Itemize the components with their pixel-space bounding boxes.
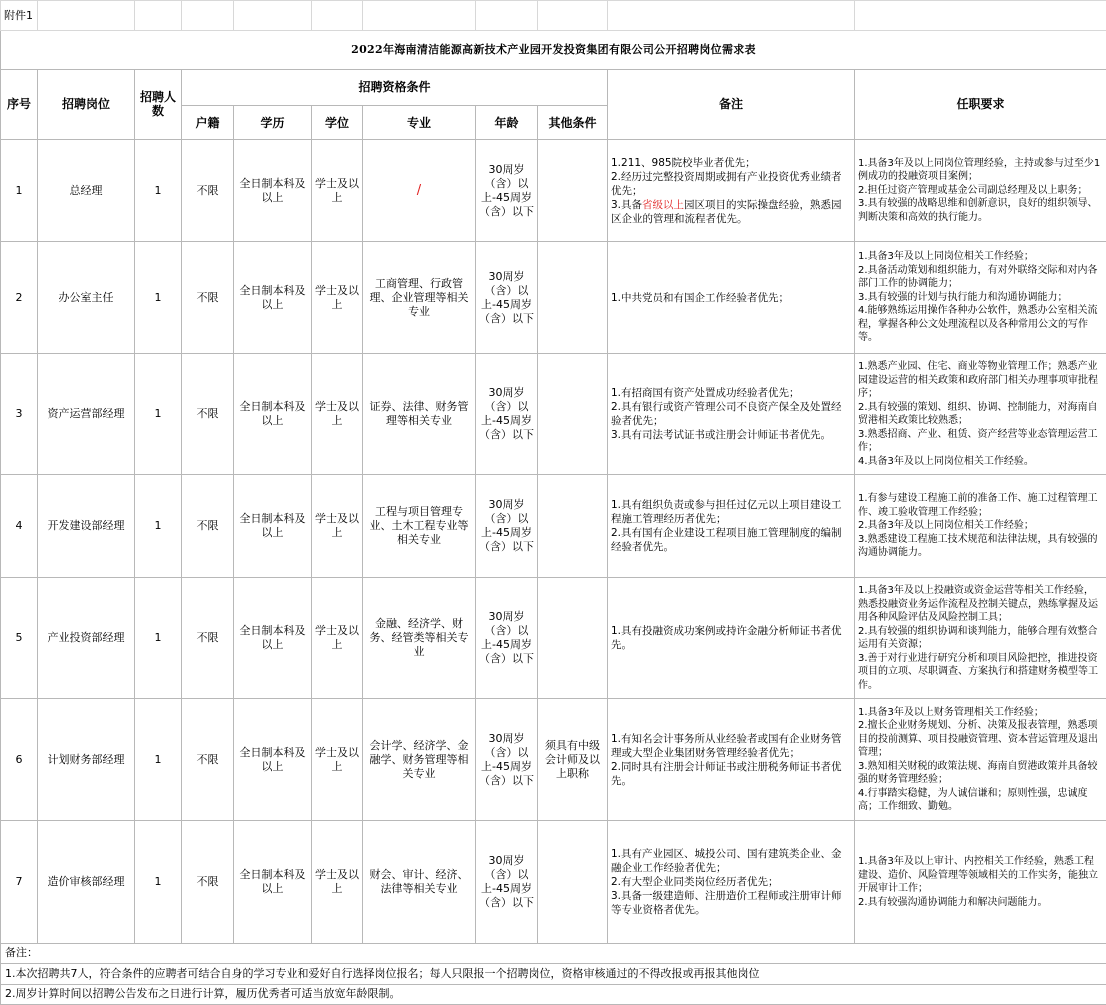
- count-text: 1: [154, 183, 162, 197]
- count-cell: [135, 140, 182, 242]
- attachment-label: 附件1: [1, 1, 38, 31]
- footer-row: [1, 944, 1106, 963]
- count-cell: [135, 242, 182, 354]
- education-cell: [234, 140, 312, 242]
- age-text: 30周岁（含）以上-45周岁（含）以下: [479, 162, 534, 218]
- table-row: [1, 475, 1106, 578]
- hukou-cell: [182, 242, 234, 354]
- header-age: 年龄: [476, 105, 538, 139]
- count-text: 1: [154, 519, 162, 533]
- education-text: 全日制本科及以上: [239, 868, 306, 896]
- remarks-text: 1.有招商国有资产处置成功经验者优先； 2.具有银行或资产管理公司不良资产保全及处置经验者优先； 3.具有司法考试证书或注册会计师证书者优先。: [611, 387, 842, 442]
- duties-text: 1.有参与建设工程施工前的准备工作、施工过程管理工作、竣工验收管理工作经验； 2.具备3年及以上同岗位相关工作经验； 3.熟悉建设工程施工技术规范和法律法规，具有较强的沟通协调能力。: [858, 493, 1098, 559]
- duties-text: 1.熟悉产业园、住宅、商业等物业管理工作；熟悉产业园建设运营的相关政策和政府部门相关办理事项审批程序； 2.具有较强的策划、组织、协调、控制能力，对海南自贸港相关政策比较熟悉； 3.熟悉招商、产业、租赁、资产经营等业态管理运营工作； 4.具备3年及以上同岗位相关工作经验。: [858, 361, 1098, 467]
- duties-text: 1.具备3年及以上审计、内控相关工作经验，熟悉工程建设、造价、风险管理等领域相关的工作实务，能独立开展审计工作； 2.具有较强沟通协调能力和解决问题能力。: [858, 856, 1098, 908]
- remarks-text: 1.具有组织负责或参与担任过亿元以上项目建设工程施工管理经历者优先； 2.具有国有企业建设工程项目施工管理制度的编制经验者优先。: [611, 499, 842, 554]
- age-cell: [476, 699, 538, 821]
- remarks-text: 1.211、985院校毕业者优先； 2.经历过完整投资周期或拥有产业投资优秀业绩者优先；: [611, 156, 842, 197]
- other-cell: [538, 475, 608, 578]
- education-cell: [234, 354, 312, 475]
- other-cell: [538, 699, 608, 821]
- hukou-cell: [182, 354, 234, 475]
- education-cell: [234, 699, 312, 821]
- position-text: 开发建设部经理: [47, 519, 125, 533]
- degree-cell: [312, 699, 363, 821]
- duties-cell: [855, 475, 1106, 578]
- seq-text: 5: [15, 631, 23, 645]
- major-cell: [363, 242, 476, 354]
- seq-cell: [1, 475, 38, 578]
- header-education: 学历: [234, 105, 312, 139]
- header-duties: 任职要求: [855, 69, 1106, 140]
- footer-note-1: 1.本次招聘共7人，符合条件的应聘者可结合自身的学习专业和爱好自行选择岗位报名；每人只限报一个招聘岗位，资格审核通过的不得改报或再报其他岗位: [1, 963, 1106, 984]
- count-text: 1: [154, 631, 162, 645]
- seq-text: 1: [15, 183, 23, 197]
- remarks-text: 1.有知名会计事务所从业经验者或国有企业财务管理或大型企业集团财务管理经验者优先； 2.同时具有注册会计师证书或注册税务师证书者优先。: [611, 732, 842, 787]
- remarks-text: 3.具备: [611, 198, 643, 211]
- table-row: [1, 140, 1106, 242]
- seq-text: 6: [15, 752, 23, 766]
- age-cell: [476, 578, 538, 699]
- table-row: [1, 699, 1106, 821]
- major-text: /: [416, 182, 422, 198]
- hukou-cell: [182, 475, 234, 578]
- position-text: 总经理: [69, 183, 103, 197]
- hukou-text: 不限: [196, 407, 219, 421]
- degree-text: 学士及以上: [315, 512, 359, 540]
- other-cell: [538, 821, 608, 944]
- remarks-text: 1.中共党员和有国企工作经验者优先；: [611, 291, 790, 304]
- age-cell: [476, 242, 538, 354]
- other-cell: [538, 242, 608, 354]
- duties-cell: [855, 354, 1106, 475]
- remarks-cell: [608, 242, 855, 354]
- seq-cell: [1, 140, 38, 242]
- remarks-cell: [608, 475, 855, 578]
- position-cell: [38, 821, 135, 944]
- education-cell: [234, 475, 312, 578]
- education-text: 全日制本科及以上: [239, 745, 306, 773]
- footer-label: 备注：: [1, 944, 1106, 963]
- major-text: 证券、法律、财务管理等相关专业: [369, 400, 469, 428]
- education-cell: [234, 242, 312, 354]
- table-row: [1, 242, 1106, 354]
- page-title: 2022年海南清洁能源高新技术产业园开发投资集团有限公司公开招聘岗位需求表: [1, 31, 1106, 69]
- major-cell: [363, 699, 476, 821]
- count-cell: [135, 578, 182, 699]
- education-text: 全日制本科及以上: [239, 512, 306, 540]
- age-cell: [476, 354, 538, 475]
- header-remarks: 备注: [608, 69, 855, 140]
- degree-cell: [312, 821, 363, 944]
- position-cell: [38, 699, 135, 821]
- position-cell: [38, 354, 135, 475]
- position-text: 资产运营部经理: [47, 407, 125, 421]
- other-cell: [538, 578, 608, 699]
- hukou-text: 不限: [196, 875, 219, 889]
- position-cell: [38, 578, 135, 699]
- position-text: 办公室主任: [58, 290, 114, 304]
- seq-cell: [1, 578, 38, 699]
- education-text: 全日制本科及以上: [239, 176, 306, 204]
- hukou-cell: [182, 821, 234, 944]
- attachment-row: [1, 1, 1106, 31]
- major-text: 工商管理、行政管理、企业管理等相关专业: [369, 276, 469, 318]
- age-cell: [476, 821, 538, 944]
- header-degree: 学位: [312, 105, 363, 139]
- major-text: 金融、经济学、财务、经管类等相关专业: [369, 617, 469, 659]
- age-text: 30周岁（含）以上-45周岁（含）以下: [479, 854, 534, 910]
- degree-cell: [312, 140, 363, 242]
- header-position: 招聘岗位: [38, 69, 135, 140]
- header-other: 其他条件: [538, 105, 608, 139]
- count-text: 1: [154, 875, 162, 889]
- degree-text: 学士及以上: [315, 868, 359, 896]
- count-cell: [135, 354, 182, 475]
- duties-cell: [855, 578, 1106, 699]
- major-cell: [363, 140, 476, 242]
- seq-text: 3: [15, 407, 23, 421]
- seq-text: 7: [15, 875, 23, 889]
- duties-cell: [855, 821, 1106, 944]
- duties-cell: [855, 242, 1106, 354]
- duties-cell: [855, 140, 1106, 242]
- remarks-text: 1.具有投融资成功案例或持许金融分析师证书者优先。: [611, 625, 842, 652]
- position-text: 计划财务部经理: [47, 752, 125, 766]
- seq-text: 4: [15, 519, 23, 533]
- remarks-cell: [608, 578, 855, 699]
- position-cell: [38, 475, 135, 578]
- hukou-cell: [182, 140, 234, 242]
- hukou-cell: [182, 699, 234, 821]
- major-text: 工程与项目管理专业、土木工程专业等相关专业: [369, 505, 469, 547]
- degree-text: 学士及以上: [315, 745, 359, 773]
- hukou-text: 不限: [196, 183, 219, 197]
- highlight-text: 省级以上: [642, 198, 685, 211]
- duties-text: 1.具备3年及以上投融资或资金运营等相关工作经验，熟悉投融资业务运作流程及控制关键点，熟练掌握及运用各种风险评估及风险控制工具； 2.具有较强的组织协调和谈判能力，能够合理有效整合运用有关资源； 3.善于对行业进行研究分析和项目风险把控，推进投资项目的立项、尽职调查、方案执行和搭建财务模型等工作。: [858, 585, 1098, 691]
- major-cell: [363, 821, 476, 944]
- title-row: [1, 31, 1106, 69]
- age-text: 30周岁（含）以上-45周岁（含）以下: [479, 610, 534, 666]
- seq-cell: [1, 354, 38, 475]
- remarks-text: 园区项目的实际操盘经验，熟悉园区企业的管理和流程者优先。: [611, 198, 842, 225]
- age-text: 30周岁（含）以上-45周岁（含）以下: [479, 386, 534, 442]
- seq-cell: [1, 821, 38, 944]
- header-qualifications: 招聘资格条件: [182, 69, 608, 105]
- age-text: 30周岁（含）以上-45周岁（含）以下: [479, 498, 534, 554]
- other-cell: [538, 354, 608, 475]
- major-cell: [363, 578, 476, 699]
- degree-text: 学士及以上: [315, 283, 359, 311]
- major-cell: [363, 475, 476, 578]
- table-row: [1, 354, 1106, 475]
- position-text: 造价审核部经理: [47, 875, 125, 889]
- count-cell: [135, 699, 182, 821]
- hukou-text: 不限: [196, 290, 219, 304]
- duties-text: 1.具备3年及以上财务管理相关工作经验； 2.擅长企业财务规划、分析、决策及报表管理，熟悉项目的投前测算、项目投融资管理、资本营运管理及退出管理； 3.熟知相关财税的政策法规、海南自贸港政策并具备较强的财务管理经验； 4.行事踏实稳健，为人诚信谦和；原则性强，忠诚度高；工作细致、勤勉。: [858, 706, 1098, 813]
- hukou-text: 不限: [196, 631, 219, 645]
- footer-row: [1, 984, 1106, 1004]
- seq-text: 2: [15, 290, 23, 304]
- degree-text: 学士及以上: [315, 624, 359, 652]
- count-text: 1: [154, 752, 162, 766]
- header-major: 专业: [363, 105, 476, 139]
- degree-text: 学士及以上: [315, 176, 359, 204]
- degree-cell: [312, 242, 363, 354]
- position-cell: [38, 242, 135, 354]
- education-cell: [234, 821, 312, 944]
- major-cell: [363, 354, 476, 475]
- age-cell: [476, 140, 538, 242]
- footer-row: [1, 963, 1106, 984]
- count-text: 1: [154, 290, 162, 304]
- header-seq: 序号: [1, 69, 38, 140]
- position-cell: [38, 140, 135, 242]
- degree-text: 学士及以上: [315, 400, 359, 428]
- other-cell: [538, 140, 608, 242]
- degree-cell: [312, 578, 363, 699]
- header-hukou: 户籍: [182, 105, 234, 139]
- remarks-cell: [608, 821, 855, 944]
- footer-note-2: 2.周岁计算时间以招聘公告发布之日进行计算，履历优秀者可适当放宽年龄限制。: [1, 984, 1106, 1004]
- remarks-cell: [608, 140, 855, 242]
- duties-cell: [855, 699, 1106, 821]
- header-row-1: [1, 69, 1106, 105]
- count-cell: [135, 475, 182, 578]
- education-text: 全日制本科及以上: [239, 624, 306, 652]
- seq-cell: [1, 699, 38, 821]
- duties-text: 1.具备3年及以上同岗位相关工作经验； 2.具备活动策划和组织能力，有对外联络交际和对内各部门工作的协调能力； 3.具有较强的计划与执行能力和沟通协调能力； 4.能够熟练运用操作各种办公软件，熟悉办公室相关流程，掌握各种公文处理流程以及各种常用公文的写作等。: [858, 251, 1098, 344]
- remarks-cell: [608, 699, 855, 821]
- header-count: 招聘人数: [135, 69, 182, 140]
- duties-text: 1.具备3年及以上同岗位管理经验，主持或参与过至少1例成功的投融资项目案例； 2.担任过资产管理或基金公司副总经理及以上职务； 3.具有较强的战略思维和创新意识，良好的组织领导、判断决策和高效的执行能力。: [858, 157, 1101, 223]
- count-cell: [135, 821, 182, 944]
- remarks-text: 1.具有产业园区、城投公司、国有建筑类企业、金融企业工作经验者优先； 2.有大型企业同类岗位经历者优先； 3.具备一级建造师、注册造价工程师或注册审计师等专业资格者优先。: [611, 848, 842, 917]
- hukou-text: 不限: [196, 519, 219, 533]
- seq-cell: [1, 242, 38, 354]
- count-text: 1: [154, 407, 162, 421]
- remarks-cell: [608, 354, 855, 475]
- education-text: 全日制本科及以上: [239, 283, 306, 311]
- degree-cell: [312, 475, 363, 578]
- major-text: 财会、审计、经济、法律等相关专业: [369, 868, 469, 896]
- age-cell: [476, 475, 538, 578]
- hukou-text: 不限: [196, 752, 219, 766]
- other-text: 须具有中级会计师及以上职称: [545, 738, 600, 780]
- education-cell: [234, 578, 312, 699]
- degree-cell: [312, 354, 363, 475]
- age-text: 30周岁（含）以上-45周岁（含）以下: [479, 731, 534, 787]
- hukou-cell: [182, 578, 234, 699]
- major-text: 会计学、经济学、金融学、财务管理等相关专业: [369, 738, 469, 780]
- table-row: [1, 821, 1106, 944]
- age-text: 30周岁（含）以上-45周岁（含）以下: [479, 269, 534, 325]
- education-text: 全日制本科及以上: [239, 400, 306, 428]
- position-text: 产业投资部经理: [47, 631, 125, 645]
- table-row: [1, 578, 1106, 699]
